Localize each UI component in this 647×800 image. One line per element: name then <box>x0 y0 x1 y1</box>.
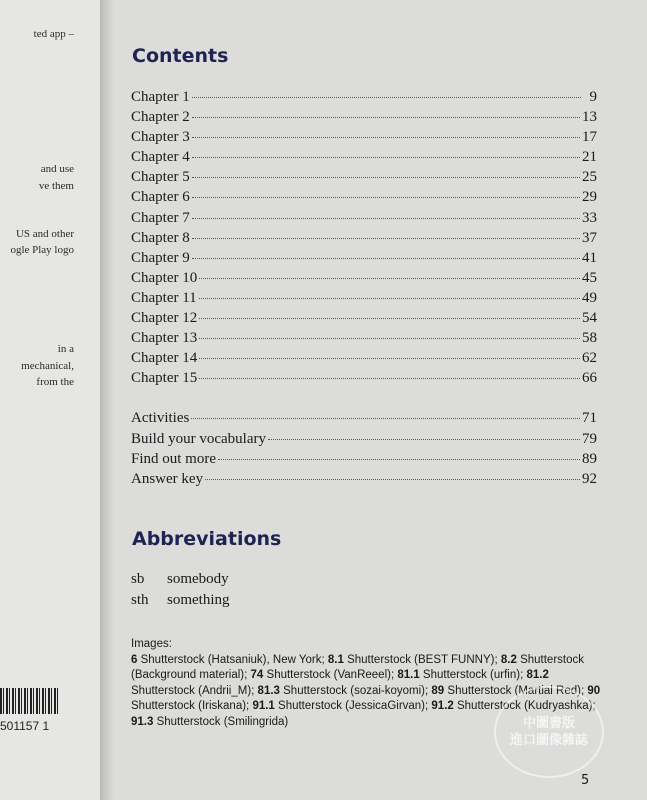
toc-entry-label: Chapter 3 <box>131 129 190 146</box>
toc-entry-page: 66 <box>582 370 597 387</box>
toc-entry-page: 58 <box>582 330 597 347</box>
toc-entry-page: 25 <box>582 169 597 186</box>
dot-leader <box>192 258 580 259</box>
credit-reference: 6 <box>131 653 138 666</box>
toc-entry-page: 9 <box>589 89 597 105</box>
abbreviations-heading: Abbreviations <box>132 528 282 550</box>
toc-entry-label: Chapter 6 <box>131 189 190 206</box>
dot-leader <box>192 97 581 98</box>
credit-reference: 81.3 <box>257 684 280 697</box>
left-page-line-text: ve them <box>38 180 74 192</box>
toc-entry-label: Chapter 8 <box>131 229 190 246</box>
toc-entry <box>131 451 597 471</box>
image-credits-heading: Images: <box>131 638 172 650</box>
abbreviation-meaning: something <box>167 592 230 608</box>
toc-entry-page: 17 <box>582 129 597 146</box>
toc-entry-page: 29 <box>582 189 597 206</box>
toc-entry-label: Chapter 11 <box>131 289 197 306</box>
abbreviation-row <box>131 592 230 613</box>
barcode-number: 501157 1 <box>0 719 50 733</box>
left-page-line-text: mechanical, <box>21 360 74 372</box>
abbreviation-meaning: somebody <box>167 571 229 587</box>
dot-leader <box>205 479 580 480</box>
credit-text: Shutterstock (Kudryashka); <box>453 700 596 713</box>
credit-reference: 91.3 <box>131 715 154 728</box>
dot-leader <box>199 378 580 379</box>
toc-entry <box>131 89 597 109</box>
toc-entry <box>131 189 597 209</box>
toc-entry <box>131 410 597 430</box>
toc-entry-page: 92 <box>582 470 597 487</box>
dot-leader <box>199 298 580 299</box>
left-page-line <box>0 244 100 256</box>
toc-entry <box>131 129 597 149</box>
left-page-line-text: in a <box>57 343 74 355</box>
toc-entry <box>131 310 597 330</box>
toc-entry <box>131 270 597 290</box>
toc-entry-page: 21 <box>582 149 597 166</box>
abbreviation: sb <box>131 571 145 587</box>
credit-text: Shutterstock (sozai-koyomi); <box>279 684 432 697</box>
left-page-line <box>0 376 100 388</box>
left-page-line <box>0 180 100 192</box>
toc-entry-page: 71 <box>582 410 597 427</box>
toc-entry-page: 41 <box>582 249 597 266</box>
toc-entry-label: Chapter 10 <box>131 269 198 286</box>
toc-entry-page: 45 <box>582 269 597 286</box>
stamp-line-1: 中圖書版 <box>522 716 575 731</box>
toc-entry-page: 49 <box>582 289 597 306</box>
toc-entry-label: Chapter 14 <box>131 350 198 367</box>
toc-entry-label: Chapter 4 <box>131 149 190 166</box>
left-page-line <box>0 343 100 355</box>
left-page-line <box>0 228 100 240</box>
toc-entry <box>131 290 597 310</box>
abbreviation: sth <box>131 592 149 608</box>
toc-entry-page: 89 <box>582 450 597 467</box>
credit-text: Shutterstock (Hatsaniuk), New York; <box>137 653 328 666</box>
toc-entry-label: Chapter 15 <box>131 370 198 387</box>
table-of-contents <box>131 89 597 491</box>
left-page-line-text: from the <box>36 376 74 388</box>
left-page-line-text: ogle Play logo <box>10 244 74 256</box>
dot-leader <box>191 418 580 419</box>
toc-entry <box>131 210 597 230</box>
toc-entry-label: Answer key <box>131 470 204 487</box>
credit-reference: 81.2 <box>526 669 549 682</box>
toc-entry <box>131 370 597 390</box>
toc-entry-page: 37 <box>582 229 597 246</box>
toc-entry <box>131 109 597 129</box>
dot-leader <box>192 238 580 239</box>
dot-leader <box>199 358 580 359</box>
stamp-line-2: 進口圖像雜誌 <box>509 733 588 748</box>
toc-entry <box>131 350 597 370</box>
credit-text: Shutterstock (Andrii_M); <box>131 684 258 697</box>
toc-entry <box>131 169 597 189</box>
toc-entry <box>131 149 597 169</box>
dot-leader <box>192 137 580 138</box>
credit-reference: 89 <box>431 684 445 697</box>
toc-entry-label: Chapter 5 <box>131 169 190 186</box>
abbreviations-list <box>131 571 230 613</box>
toc-entry-label: Chapter 12 <box>131 310 198 327</box>
left-page-line-text: US and other <box>15 228 74 240</box>
credit-reference: 8.2 <box>500 653 517 666</box>
watermark-stamp <box>494 686 604 778</box>
dot-leader <box>268 439 580 440</box>
dot-leader <box>192 117 580 118</box>
left-page-line-text: ted app – <box>33 28 74 40</box>
credit-reference: 8.1 <box>327 653 344 666</box>
extras-list <box>131 410 597 490</box>
dot-leader <box>192 177 580 178</box>
toc-entry-label: Chapter 2 <box>131 109 190 126</box>
toc-entry-page: 33 <box>582 209 597 226</box>
barcode <box>0 688 60 714</box>
dot-leader <box>199 318 580 319</box>
credit-reference: 91.1 <box>252 700 275 713</box>
toc-entry <box>131 250 597 270</box>
left-page <box>0 0 100 800</box>
toc-entry-label: Chapter 9 <box>131 249 190 266</box>
toc-entry-page: 79 <box>582 430 597 447</box>
abbreviation-row <box>131 571 230 592</box>
contents-page <box>114 0 647 800</box>
dot-leader <box>199 338 580 339</box>
chapter-list <box>131 89 597 390</box>
credit-text: Shutterstock (Smilingrida) <box>153 715 289 728</box>
toc-entry-label: Chapter 7 <box>131 209 190 226</box>
credit-text: Shutterstock (BEST FUNNY); <box>343 653 501 666</box>
toc-entry-label: Chapter 1 <box>131 89 190 105</box>
book-gutter <box>100 0 114 800</box>
credit-text: Shutterstock (JessicaGirvan); <box>274 700 432 713</box>
toc-entry-page: 62 <box>582 350 597 367</box>
credit-reference: 91.2 <box>431 700 454 713</box>
toc-entry <box>131 431 597 451</box>
dot-leader <box>192 197 580 198</box>
credit-text: Shutterstock (Martial Red); <box>444 684 588 697</box>
left-page-line-text: and use <box>40 163 74 175</box>
credit-reference: 81.1 <box>397 669 420 682</box>
dot-leader <box>199 278 580 279</box>
toc-entry <box>131 471 597 491</box>
left-page-line <box>0 360 100 372</box>
left-page-line <box>0 28 100 40</box>
dot-leader <box>192 218 580 219</box>
credit-reference: 74 <box>250 669 264 682</box>
toc-entry-page: 54 <box>582 310 597 327</box>
page-number: 5 <box>581 773 590 788</box>
contents-heading: Contents <box>132 45 229 67</box>
credit-text: Shutterstock (urfin); <box>419 669 527 682</box>
toc-entry <box>131 230 597 250</box>
toc-entry-label: Chapter 13 <box>131 330 198 347</box>
credit-text: Shutterstock (VanReeel); <box>263 669 398 682</box>
credit-reference: 90 <box>587 684 601 697</box>
toc-entry-label: Activities <box>131 410 190 427</box>
credit-text: Shutterstock (Iriskana); <box>131 700 253 713</box>
dot-leader <box>192 157 580 158</box>
toc-entry <box>131 330 597 350</box>
left-page-line <box>0 163 100 175</box>
dot-leader <box>218 459 580 460</box>
toc-entry-label: Find out more <box>131 450 216 467</box>
toc-entry-page: 13 <box>582 109 597 126</box>
toc-entry-label: Build your vocabulary <box>131 430 266 447</box>
credit-text: Shutterstock (Background material); <box>131 653 584 682</box>
